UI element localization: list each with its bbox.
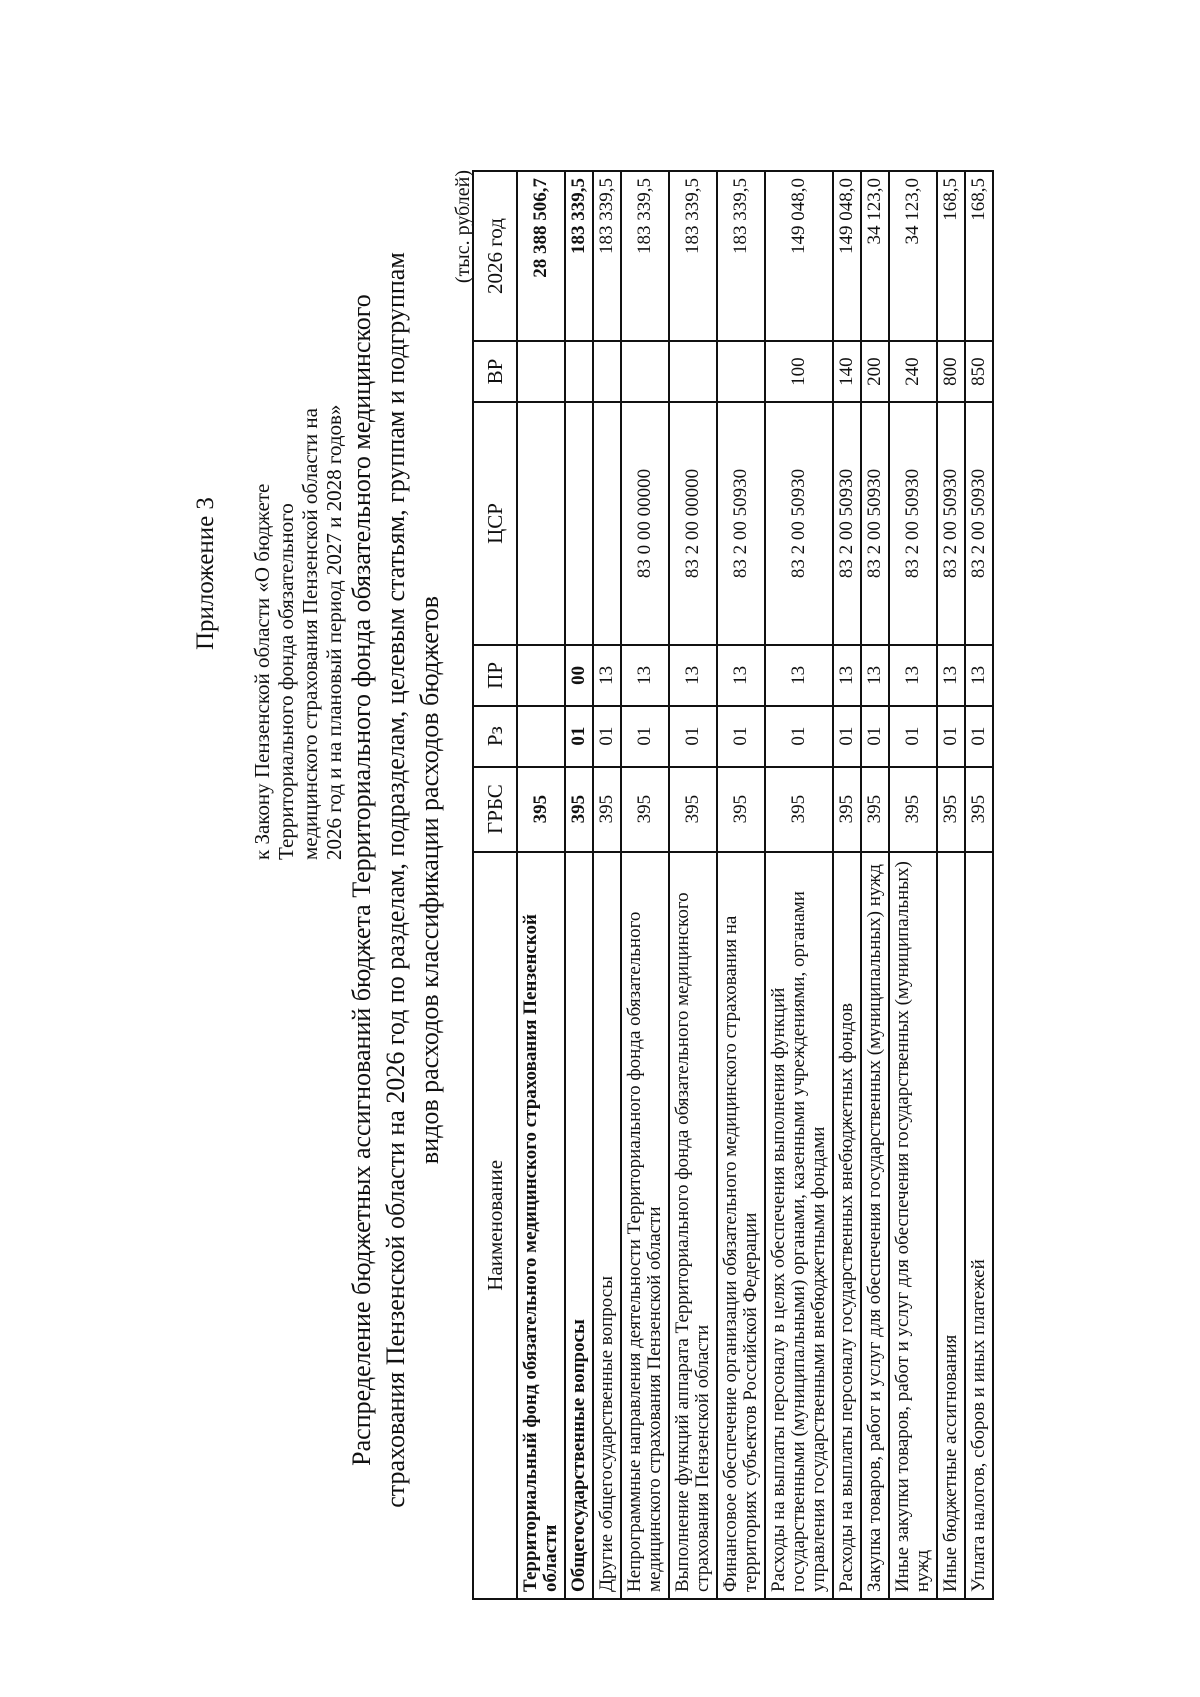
cell-name: Уплата налогов, сборов и иных платежей [965, 852, 993, 1599]
cell-pr: 13 [889, 645, 937, 706]
cell-rz: 01 [861, 706, 889, 767]
column-header-name: Наименование [473, 852, 517, 1599]
cell-csr: 83 2 00 00000 [669, 402, 717, 645]
cell-rz: 01 [593, 706, 621, 767]
column-header-rz: Рз [473, 706, 517, 767]
units-label: (тыс. рублей) [452, 170, 474, 284]
cell-vr [517, 341, 565, 402]
cell-grbs: 395 [517, 767, 565, 852]
reference-line: к Закону Пензенской области «О бюджете [250, 483, 274, 860]
cell-grbs: 395 [889, 767, 937, 852]
cell-csr: 83 2 00 50930 [717, 402, 765, 645]
cell-vr [593, 341, 621, 402]
column-header-amount: 2026 год [473, 171, 517, 341]
cell-csr: 83 2 00 50930 [889, 402, 937, 645]
cell-amount: 183 339,5 [565, 171, 593, 341]
cell-vr: 100 [765, 341, 833, 402]
cell-vr [669, 341, 717, 402]
cell-amount: 183 339,5 [621, 171, 669, 341]
cell-rz: 01 [965, 706, 993, 767]
cell-rz: 01 [565, 706, 593, 767]
cell-grbs: 395 [621, 767, 669, 852]
cell-rz: 01 [717, 706, 765, 767]
cell-name: Территориальный фонд обязательного медицинского страхования Пензенской области [517, 852, 565, 1599]
table-row [517, 171, 565, 1599]
cell-amount: 168,5 [937, 171, 965, 341]
cell-grbs: 395 [669, 767, 717, 852]
cell-vr: 240 [889, 341, 937, 402]
cell-vr: 800 [937, 341, 965, 402]
cell-pr: 13 [765, 645, 833, 706]
cell-rz: 01 [669, 706, 717, 767]
cell-name: Общегосударственные вопросы [565, 852, 593, 1599]
title-line: Распределение бюджетных ассигнований бюджета Территориального фонда обязательного медицинского [347, 294, 376, 1466]
cell-vr: 140 [833, 341, 861, 402]
cell-pr: 13 [669, 645, 717, 706]
cell-csr: 83 2 00 50930 [937, 402, 965, 645]
table-row [965, 171, 993, 1599]
cell-grbs: 395 [861, 767, 889, 852]
cell-name: Другие общегосударственные вопросы [593, 852, 621, 1599]
appendix-header [190, 220, 346, 860]
table-row [565, 171, 593, 1599]
cell-rz: 01 [937, 706, 965, 767]
table-row [889, 171, 937, 1599]
cell-pr: 13 [593, 645, 621, 706]
cell-name: Расходы на выплаты персоналу в целях обеспечения выполнения функций государственными (муниципальными) органами, казенными учреждениями, органами управления государственными внебюджетными фондами [765, 852, 833, 1599]
cell-grbs: 395 [765, 767, 833, 852]
cell-name: Финансовое обеспечение организации обязательного медицинского страхования на территориях субъектов Российской Федерации [717, 852, 765, 1599]
cell-name: Расходы на выплаты персоналу государственных внебюджетных фондов [833, 852, 861, 1599]
cell-amount: 183 339,5 [717, 171, 765, 341]
cell-rz: 01 [765, 706, 833, 767]
cell-vr [565, 341, 593, 402]
table-row [765, 171, 833, 1599]
title-line: видов расходов классификации расходов бюджетов [415, 595, 444, 1165]
document-title [345, 160, 447, 1600]
cell-vr: 200 [861, 341, 889, 402]
table-row [833, 171, 861, 1599]
cell-name: Выполнение функций аппарата Территориального фонда обязательного медицинского страхования Пензенской области [669, 852, 717, 1599]
table-row [861, 171, 889, 1599]
cell-csr: 83 2 00 50930 [965, 402, 993, 645]
table-row [717, 171, 765, 1599]
reference-line: 2026 год и на плановый период 2027 и 2028 годов» [322, 404, 346, 860]
cell-grbs: 395 [565, 767, 593, 852]
cell-name: Непрограммные направления деятельности Территориального фонда обязательного медицинского страхования Пензенской области [621, 852, 669, 1599]
cell-pr: 13 [861, 645, 889, 706]
cell-grbs: 395 [833, 767, 861, 852]
table-body [517, 171, 993, 1599]
table-header-row [473, 171, 517, 1599]
cell-amount: 28 388 506,7 [517, 171, 565, 341]
cell-csr: 83 2 00 50930 [833, 402, 861, 645]
budget-table [472, 170, 994, 1600]
cell-pr: 13 [937, 645, 965, 706]
cell-name: Иные закупки товаров, работ и услуг для обеспечения государственных (муниципальных) нужд [889, 852, 937, 1599]
cell-vr: 850 [965, 341, 993, 402]
document-page [40, 130, 1200, 1630]
table-row [937, 171, 965, 1599]
cell-grbs: 395 [937, 767, 965, 852]
reference-line: медицинского страхования Пензенской области на [298, 408, 322, 860]
cell-vr [621, 341, 669, 402]
cell-name: Закупка товаров, работ и услуг для обеспечения государственных (муниципальных) нужд [861, 852, 889, 1599]
cell-pr [517, 645, 565, 706]
column-header-grbs: ГРБС [473, 767, 517, 852]
table-row [621, 171, 669, 1599]
cell-amount: 149 048,0 [765, 171, 833, 341]
appendix-reference [250, 220, 346, 860]
cell-csr [517, 402, 565, 645]
cell-csr: 83 2 00 50930 [861, 402, 889, 645]
cell-grbs: 395 [717, 767, 765, 852]
cell-pr: 13 [621, 645, 669, 706]
cell-amount: 34 123,0 [889, 171, 937, 341]
cell-rz: 01 [833, 706, 861, 767]
cell-amount: 183 339,5 [669, 171, 717, 341]
appendix-label: Приложение 3 [192, 497, 219, 650]
cell-amount: 183 339,5 [593, 171, 621, 341]
cell-vr [717, 341, 765, 402]
cell-pr: 13 [833, 645, 861, 706]
table-row [593, 171, 621, 1599]
cell-pr: 13 [717, 645, 765, 706]
cell-grbs: 395 [965, 767, 993, 852]
cell-pr: 13 [965, 645, 993, 706]
cell-name: Иные бюджетные ассигнования [937, 852, 965, 1599]
cell-amount: 168,5 [965, 171, 993, 341]
column-header-csr: ЦСР [473, 402, 517, 645]
cell-csr: 83 2 00 50930 [765, 402, 833, 645]
cell-pr: 00 [565, 645, 593, 706]
cell-rz [517, 706, 565, 767]
cell-rz: 01 [621, 706, 669, 767]
cell-csr [593, 402, 621, 645]
reference-line: Территориального фонда обязательного [274, 503, 298, 860]
title-line: страхования Пензенской области на 2026 год по разделам, подразделам, целевым статьям, группам и подгруппам [381, 252, 410, 1508]
table-row [669, 171, 717, 1599]
column-header-vr: ВР [473, 341, 517, 402]
cell-csr: 83 0 00 00000 [621, 402, 669, 645]
cell-amount: 149 048,0 [833, 171, 861, 341]
column-header-pr: ПР [473, 645, 517, 706]
cell-amount: 34 123,0 [861, 171, 889, 341]
cell-rz: 01 [889, 706, 937, 767]
cell-grbs: 395 [593, 767, 621, 852]
cell-csr [565, 402, 593, 645]
